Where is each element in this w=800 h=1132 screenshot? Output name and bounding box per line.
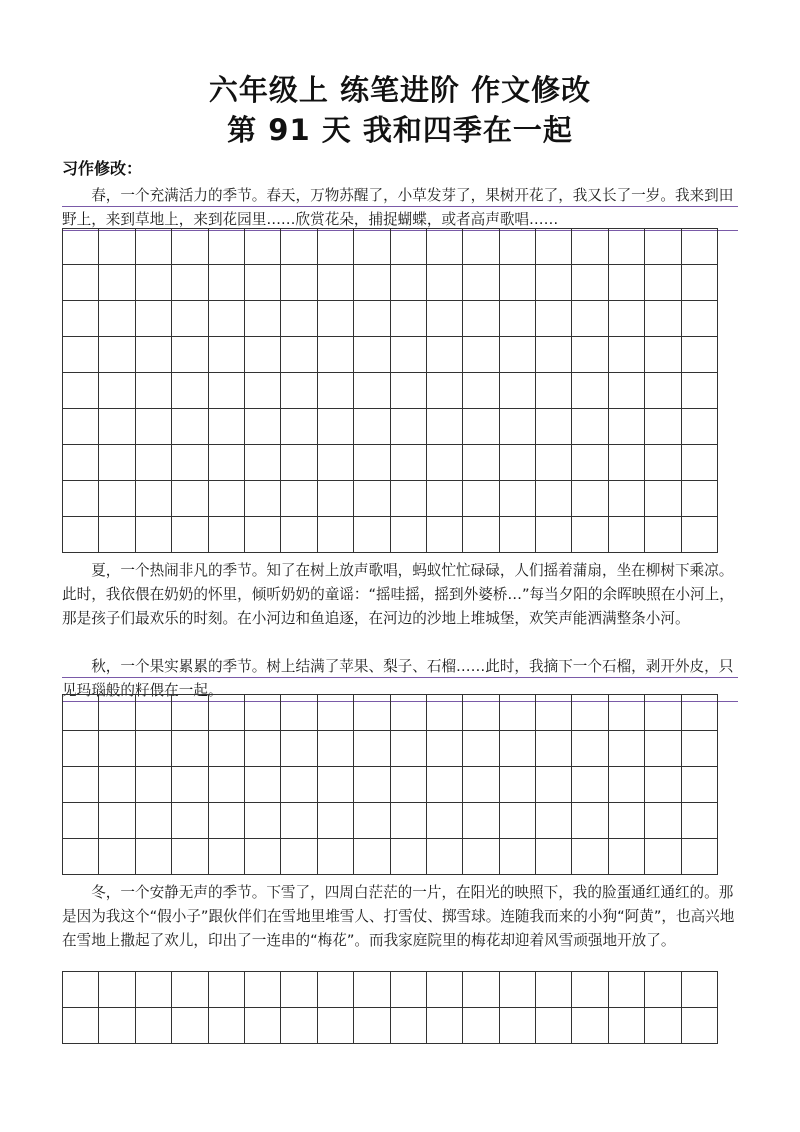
grid-cell[interactable] <box>281 972 317 1008</box>
grid-cell[interactable] <box>136 1008 172 1044</box>
grid-cell[interactable] <box>463 445 499 481</box>
grid-cell[interactable] <box>99 731 135 767</box>
grid-cell[interactable] <box>63 517 99 553</box>
grid-cell[interactable] <box>354 1008 390 1044</box>
grid-cell[interactable] <box>463 229 499 265</box>
grid-cell[interactable] <box>536 517 572 553</box>
grid-cell[interactable] <box>245 301 281 337</box>
grid-cell[interactable] <box>682 839 718 875</box>
grid-cell[interactable] <box>172 839 208 875</box>
grid-cell[interactable] <box>391 373 427 409</box>
grid-cell[interactable] <box>354 803 390 839</box>
grid-cell[interactable] <box>609 337 645 373</box>
grid-cell[interactable] <box>682 337 718 373</box>
grid-cell[interactable] <box>209 481 245 517</box>
grid-cell[interactable] <box>536 445 572 481</box>
page-title: 六年级上 练笔进阶 作文修改 <box>208 73 592 107</box>
grid-cell[interactable] <box>572 731 608 767</box>
grid-cell[interactable] <box>354 481 390 517</box>
grid-cell[interactable] <box>99 1008 135 1044</box>
grid-cell[interactable] <box>645 481 681 517</box>
grid-cell[interactable] <box>427 229 463 265</box>
grid-cell[interactable] <box>572 409 608 445</box>
grid-cell[interactable] <box>63 301 99 337</box>
grid-cell[interactable] <box>281 301 317 337</box>
grid-cell[interactable] <box>609 972 645 1008</box>
grid-cell[interactable] <box>500 695 536 731</box>
grid-cell[interactable] <box>281 517 317 553</box>
grid-cell[interactable] <box>536 803 572 839</box>
grid-cell[interactable] <box>645 839 681 875</box>
grid-cell[interactable] <box>572 767 608 803</box>
grid-cell[interactable] <box>572 695 608 731</box>
grid-cell[interactable] <box>318 839 354 875</box>
grid-cell[interactable] <box>391 337 427 373</box>
grid-cell[interactable] <box>391 767 427 803</box>
grid-cell[interactable] <box>99 481 135 517</box>
grid-cell[interactable] <box>427 767 463 803</box>
grid-cell[interactable] <box>172 265 208 301</box>
paragraph-autumn: 秋，一个果实累累的季节。树上结满了苹果、梨子、石榴……此时，我摘下一个石榴，剥开外皮，只见玛瑙般的籽偎在一起。 <box>62 655 738 703</box>
grid-cell[interactable] <box>463 731 499 767</box>
grid-cell[interactable] <box>99 695 135 731</box>
grid-cell[interactable] <box>281 445 317 481</box>
grid-cell[interactable] <box>609 229 645 265</box>
grid-cell[interactable] <box>682 1008 718 1044</box>
grid-cell[interactable] <box>318 695 354 731</box>
grid-cell[interactable] <box>136 301 172 337</box>
grid-cell[interactable] <box>645 265 681 301</box>
grid-cell[interactable] <box>536 731 572 767</box>
grid-cell[interactable] <box>172 517 208 553</box>
grid-cell[interactable] <box>318 517 354 553</box>
grid-cell[interactable] <box>463 1008 499 1044</box>
grid-cell[interactable] <box>245 265 281 301</box>
grid-cell[interactable] <box>63 767 99 803</box>
grid-cell[interactable] <box>682 229 718 265</box>
grid-cell[interactable] <box>427 695 463 731</box>
grid-cell[interactable] <box>391 517 427 553</box>
grid-cell[interactable] <box>99 517 135 553</box>
grid-cell[interactable] <box>609 409 645 445</box>
grid-cell[interactable] <box>172 972 208 1008</box>
grid-cell[interactable] <box>463 839 499 875</box>
grid-cell[interactable] <box>500 265 536 301</box>
grid-cell[interactable] <box>500 731 536 767</box>
grid-cell[interactable] <box>245 767 281 803</box>
grid-cell[interactable] <box>463 767 499 803</box>
grid-cell[interactable] <box>136 972 172 1008</box>
grid-cell[interactable] <box>572 803 608 839</box>
grid-cell[interactable] <box>536 373 572 409</box>
grid-cell[interactable] <box>500 445 536 481</box>
grid-cell[interactable] <box>500 301 536 337</box>
grid-cell[interactable] <box>645 803 681 839</box>
grid-cell[interactable] <box>682 517 718 553</box>
grid-cell[interactable] <box>172 409 208 445</box>
grid-cell[interactable] <box>136 373 172 409</box>
grid-cell[interactable] <box>536 1008 572 1044</box>
grid-cell[interactable] <box>281 767 317 803</box>
grid-cell[interactable] <box>99 373 135 409</box>
grid-cell[interactable] <box>645 731 681 767</box>
grid-cell[interactable] <box>209 301 245 337</box>
grid-cell[interactable] <box>172 767 208 803</box>
grid-cell[interactable] <box>63 373 99 409</box>
grid-cell[interactable] <box>609 265 645 301</box>
grid-cell[interactable] <box>572 972 608 1008</box>
grid-cell[interactable] <box>281 409 317 445</box>
grid-cell[interactable] <box>682 301 718 337</box>
grid-cell[interactable] <box>136 265 172 301</box>
grid-cell[interactable] <box>318 373 354 409</box>
grid-cell[interactable] <box>354 373 390 409</box>
grid-cell[interactable] <box>245 803 281 839</box>
grid-cell[interactable] <box>63 731 99 767</box>
grid-cell[interactable] <box>391 301 427 337</box>
grid-cell[interactable] <box>318 731 354 767</box>
grid-cell[interactable] <box>427 803 463 839</box>
grid-cell[interactable] <box>500 481 536 517</box>
grid-cell[interactable] <box>427 517 463 553</box>
grid-cell[interactable] <box>136 517 172 553</box>
grid-cell[interactable] <box>281 229 317 265</box>
grid-cell[interactable] <box>172 445 208 481</box>
grid-cell[interactable] <box>63 229 99 265</box>
grid-cell[interactable] <box>318 972 354 1008</box>
grid-cell[interactable] <box>572 517 608 553</box>
grid-cell[interactable] <box>645 301 681 337</box>
grid-cell[interactable] <box>391 229 427 265</box>
grid-cell[interactable] <box>63 972 99 1008</box>
grid-cell[interactable] <box>281 265 317 301</box>
grid-cell[interactable] <box>209 373 245 409</box>
grid-cell[interactable] <box>209 265 245 301</box>
writing-grid-autumn[interactable] <box>62 694 718 875</box>
grid-cell[interactable] <box>281 373 317 409</box>
grid-cell[interactable] <box>172 695 208 731</box>
grid-cell[interactable] <box>536 767 572 803</box>
grid-cell[interactable] <box>391 445 427 481</box>
grid-cell[interactable] <box>463 301 499 337</box>
grid-cell[interactable] <box>463 265 499 301</box>
grid-cell[interactable] <box>172 1008 208 1044</box>
grid-cell[interactable] <box>172 373 208 409</box>
page-subtitle: 第 91 天 我和四季在一起 <box>227 113 573 147</box>
grid-cell[interactable] <box>391 695 427 731</box>
grid-cell[interactable] <box>99 301 135 337</box>
grid-cell[interactable] <box>63 481 99 517</box>
grid-cell[interactable] <box>536 481 572 517</box>
grid-cell[interactable] <box>609 767 645 803</box>
grid-cell[interactable] <box>427 337 463 373</box>
grid-cell[interactable] <box>682 265 718 301</box>
grid-cell[interactable] <box>281 337 317 373</box>
paragraph-winter: 冬，一个安静无声的季节。下雪了，四周白茫茫的一片，在阳光的映照下，我的脸蛋通红通红的。那是因为我这个“假小子”跟伙伴们在雪地里堆雪人、打雪仗、掷雪球。连随我而来的小狗“阿黄”，也高兴地在雪地上撒起了欢儿，印出了一连串的“梅花”。而我家庭院里的梅花却迎着风雪顽强地开放了。 <box>62 884 735 949</box>
grid-cell[interactable] <box>63 695 99 731</box>
grid-cell[interactable] <box>136 409 172 445</box>
grid-cell[interactable] <box>682 409 718 445</box>
grid-cell[interactable] <box>354 517 390 553</box>
grid-cell[interactable] <box>645 517 681 553</box>
grid-cell[interactable] <box>463 373 499 409</box>
grid-cell[interactable] <box>391 972 427 1008</box>
grid-cell[interactable] <box>136 803 172 839</box>
grid-cell[interactable] <box>391 481 427 517</box>
grid-cell[interactable] <box>318 481 354 517</box>
grid-cell[interactable] <box>609 373 645 409</box>
grid-cell[interactable] <box>500 1008 536 1044</box>
grid-cell[interactable] <box>136 481 172 517</box>
grid-cell[interactable] <box>136 839 172 875</box>
grid-cell[interactable] <box>99 803 135 839</box>
grid-cell[interactable] <box>318 767 354 803</box>
grid-cell[interactable] <box>500 803 536 839</box>
grid-cell[interactable] <box>63 337 99 373</box>
grid-cell[interactable] <box>354 972 390 1008</box>
grid-cell[interactable] <box>172 229 208 265</box>
grid-cell[interactable] <box>536 265 572 301</box>
grid-cell[interactable] <box>500 839 536 875</box>
grid-cell[interactable] <box>572 229 608 265</box>
grid-cell[interactable] <box>427 265 463 301</box>
grid-cell[interactable] <box>245 517 281 553</box>
grid-cell[interactable] <box>245 839 281 875</box>
grid-cell[interactable] <box>209 803 245 839</box>
grid-cell[interactable] <box>245 409 281 445</box>
grid-cell[interactable] <box>536 229 572 265</box>
grid-cell[interactable] <box>281 731 317 767</box>
grid-cell[interactable] <box>209 409 245 445</box>
grid-cell[interactable] <box>99 229 135 265</box>
grid-cell[interactable] <box>209 445 245 481</box>
grid-cell[interactable] <box>245 481 281 517</box>
grid-cell[interactable] <box>209 229 245 265</box>
grid-cell[interactable] <box>572 337 608 373</box>
grid-cell[interactable] <box>572 1008 608 1044</box>
grid-cell[interactable] <box>500 229 536 265</box>
grid-cell[interactable] <box>427 839 463 875</box>
paragraph-spring: 春，一个充满活力的季节。春天，万物苏醒了，小草发芽了，果树开花了，我又长了一岁。我来到田野上，来到草地上，来到花园里……欣赏花朵，捕捉蝴蝶，或者高声歌唱…… <box>62 184 738 232</box>
grid-cell[interactable] <box>609 301 645 337</box>
grid-cell[interactable] <box>245 695 281 731</box>
grid-cell[interactable] <box>172 337 208 373</box>
grid-cell[interactable] <box>354 445 390 481</box>
grid-cell[interactable] <box>354 409 390 445</box>
grid-cell[interactable] <box>172 481 208 517</box>
grid-cell[interactable] <box>354 839 390 875</box>
grid-cell[interactable] <box>427 481 463 517</box>
writing-grid-winter[interactable] <box>62 971 718 1044</box>
grid-cell[interactable] <box>245 972 281 1008</box>
grid-cell[interactable] <box>281 481 317 517</box>
grid-cell[interactable] <box>99 409 135 445</box>
grid-cell[interactable] <box>172 301 208 337</box>
grid-cell[interactable] <box>99 839 135 875</box>
grid-cell[interactable] <box>172 731 208 767</box>
grid-cell[interactable] <box>318 301 354 337</box>
grid-cell[interactable] <box>209 972 245 1008</box>
grid-cell[interactable] <box>682 731 718 767</box>
grid-cell[interactable] <box>354 695 390 731</box>
grid-cell[interactable] <box>500 373 536 409</box>
grid-cell[interactable] <box>609 481 645 517</box>
grid-cell[interactable] <box>245 337 281 373</box>
grid-cell[interactable] <box>209 731 245 767</box>
grid-cell[interactable] <box>99 972 135 1008</box>
grid-cell[interactable] <box>463 517 499 553</box>
grid-cell[interactable] <box>281 803 317 839</box>
grid-cell[interactable] <box>536 409 572 445</box>
grid-cell[interactable] <box>209 517 245 553</box>
grid-cell[interactable] <box>682 803 718 839</box>
grid-cell[interactable] <box>463 695 499 731</box>
grid-cell[interactable] <box>463 972 499 1008</box>
writing-grid-spring[interactable] <box>62 228 718 553</box>
grid-cell[interactable] <box>536 972 572 1008</box>
grid-cell[interactable] <box>136 767 172 803</box>
grid-cell[interactable] <box>609 695 645 731</box>
grid-cell[interactable] <box>391 839 427 875</box>
grid-cell[interactable] <box>245 373 281 409</box>
grid-cell[interactable] <box>318 1008 354 1044</box>
grid-cell[interactable] <box>209 839 245 875</box>
grid-cell[interactable] <box>572 481 608 517</box>
grid-cell[interactable] <box>63 1008 99 1044</box>
grid-cell[interactable] <box>99 445 135 481</box>
grid-cell[interactable] <box>391 409 427 445</box>
grid-cell[interactable] <box>427 1008 463 1044</box>
section-label: 习作修改： <box>62 159 143 178</box>
grid-cell[interactable] <box>209 1008 245 1044</box>
grid-cell[interactable] <box>354 301 390 337</box>
grid-cell[interactable] <box>463 481 499 517</box>
grid-cell[interactable] <box>645 1008 681 1044</box>
grid-cell[interactable] <box>63 409 99 445</box>
grid-cell[interactable] <box>536 337 572 373</box>
grid-cell[interactable] <box>209 767 245 803</box>
grid-cell[interactable] <box>427 301 463 337</box>
grid-cell[interactable] <box>318 803 354 839</box>
grid-cell[interactable] <box>427 373 463 409</box>
grid-cell[interactable] <box>136 731 172 767</box>
grid-cell[interactable] <box>645 373 681 409</box>
grid-cell[interactable] <box>391 731 427 767</box>
grid-cell[interactable] <box>172 803 208 839</box>
grid-cell[interactable] <box>463 337 499 373</box>
grid-cell[interactable] <box>645 767 681 803</box>
grid-cell[interactable] <box>99 767 135 803</box>
grid-cell[interactable] <box>136 445 172 481</box>
grid-cell[interactable] <box>500 409 536 445</box>
grid-cell[interactable] <box>463 409 499 445</box>
grid-cell[interactable] <box>136 337 172 373</box>
grid-cell[interactable] <box>354 731 390 767</box>
grid-cell[interactable] <box>391 1008 427 1044</box>
grid-cell[interactable] <box>354 229 390 265</box>
grid-cell[interactable] <box>63 445 99 481</box>
grid-cell[interactable] <box>645 409 681 445</box>
grid-cell[interactable] <box>99 337 135 373</box>
grid-cell[interactable] <box>318 409 354 445</box>
grid-cell[interactable] <box>572 373 608 409</box>
grid-cell[interactable] <box>609 517 645 553</box>
grid-cell[interactable] <box>645 337 681 373</box>
grid-cell[interactable] <box>536 695 572 731</box>
grid-cell[interactable] <box>209 695 245 731</box>
grid-cell[interactable] <box>391 265 427 301</box>
grid-cell[interactable] <box>318 265 354 301</box>
grid-cell[interactable] <box>99 265 135 301</box>
grid-cell[interactable] <box>136 695 172 731</box>
grid-cell[interactable] <box>354 767 390 803</box>
grid-cell[interactable] <box>572 265 608 301</box>
grid-cell[interactable] <box>63 803 99 839</box>
grid-cell[interactable] <box>645 972 681 1008</box>
grid-cell[interactable] <box>682 695 718 731</box>
grid-cell[interactable] <box>682 767 718 803</box>
grid-cell[interactable] <box>209 337 245 373</box>
grid-cell[interactable] <box>609 731 645 767</box>
grid-cell[interactable] <box>645 695 681 731</box>
grid-cell[interactable] <box>682 373 718 409</box>
grid-cell[interactable] <box>500 517 536 553</box>
grid-cell[interactable] <box>354 265 390 301</box>
grid-cell[interactable] <box>318 229 354 265</box>
grid-cell[interactable] <box>281 1008 317 1044</box>
grid-cell[interactable] <box>645 229 681 265</box>
grid-cell[interactable] <box>391 803 427 839</box>
grid-cell[interactable] <box>500 337 536 373</box>
grid-cell[interactable] <box>572 445 608 481</box>
grid-cell[interactable] <box>245 229 281 265</box>
grid-cell[interactable] <box>572 839 608 875</box>
grid-cell[interactable] <box>318 445 354 481</box>
grid-cell[interactable] <box>318 337 354 373</box>
grid-cell[interactable] <box>136 229 172 265</box>
grid-cell[interactable] <box>682 445 718 481</box>
grid-cell[interactable] <box>354 337 390 373</box>
grid-cell[interactable] <box>500 767 536 803</box>
grid-cell[interactable] <box>281 695 317 731</box>
grid-cell[interactable] <box>245 445 281 481</box>
grid-cell[interactable] <box>682 481 718 517</box>
grid-cell[interactable] <box>245 1008 281 1044</box>
grid-cell[interactable] <box>427 409 463 445</box>
grid-cell[interactable] <box>682 972 718 1008</box>
grid-cell[interactable] <box>463 803 499 839</box>
grid-cell[interactable] <box>245 731 281 767</box>
grid-cell[interactable] <box>536 301 572 337</box>
paragraph-summer: 夏，一个热闹非凡的季节。知了在树上放声歌唱，蚂蚁忙忙碌碌，人们摇着蒲扇，坐在柳树下乘凉。此时，我依偎在奶奶的怀里，倾听奶奶的童谣：“摇哇摇，摇到外婆桥…”每当夕阳的余晖映照在小河上，那是孩子们最欢乐的时刻。在小河边和鱼追逐，在河边的沙地上堆城堡，欢笑声能洒满整条小河。 <box>62 562 734 627</box>
grid-cell[interactable] <box>536 839 572 875</box>
grid-cell[interactable] <box>609 1008 645 1044</box>
grid-cell[interactable] <box>63 839 99 875</box>
grid-cell[interactable] <box>427 731 463 767</box>
grid-cell[interactable] <box>572 301 608 337</box>
grid-cell[interactable] <box>281 839 317 875</box>
grid-cell[interactable] <box>609 445 645 481</box>
grid-cell[interactable] <box>63 265 99 301</box>
grid-cell[interactable] <box>609 803 645 839</box>
grid-cell[interactable] <box>427 972 463 1008</box>
grid-cell[interactable] <box>427 445 463 481</box>
grid-cell[interactable] <box>645 445 681 481</box>
grid-cell[interactable] <box>609 839 645 875</box>
grid-cell[interactable] <box>500 972 536 1008</box>
